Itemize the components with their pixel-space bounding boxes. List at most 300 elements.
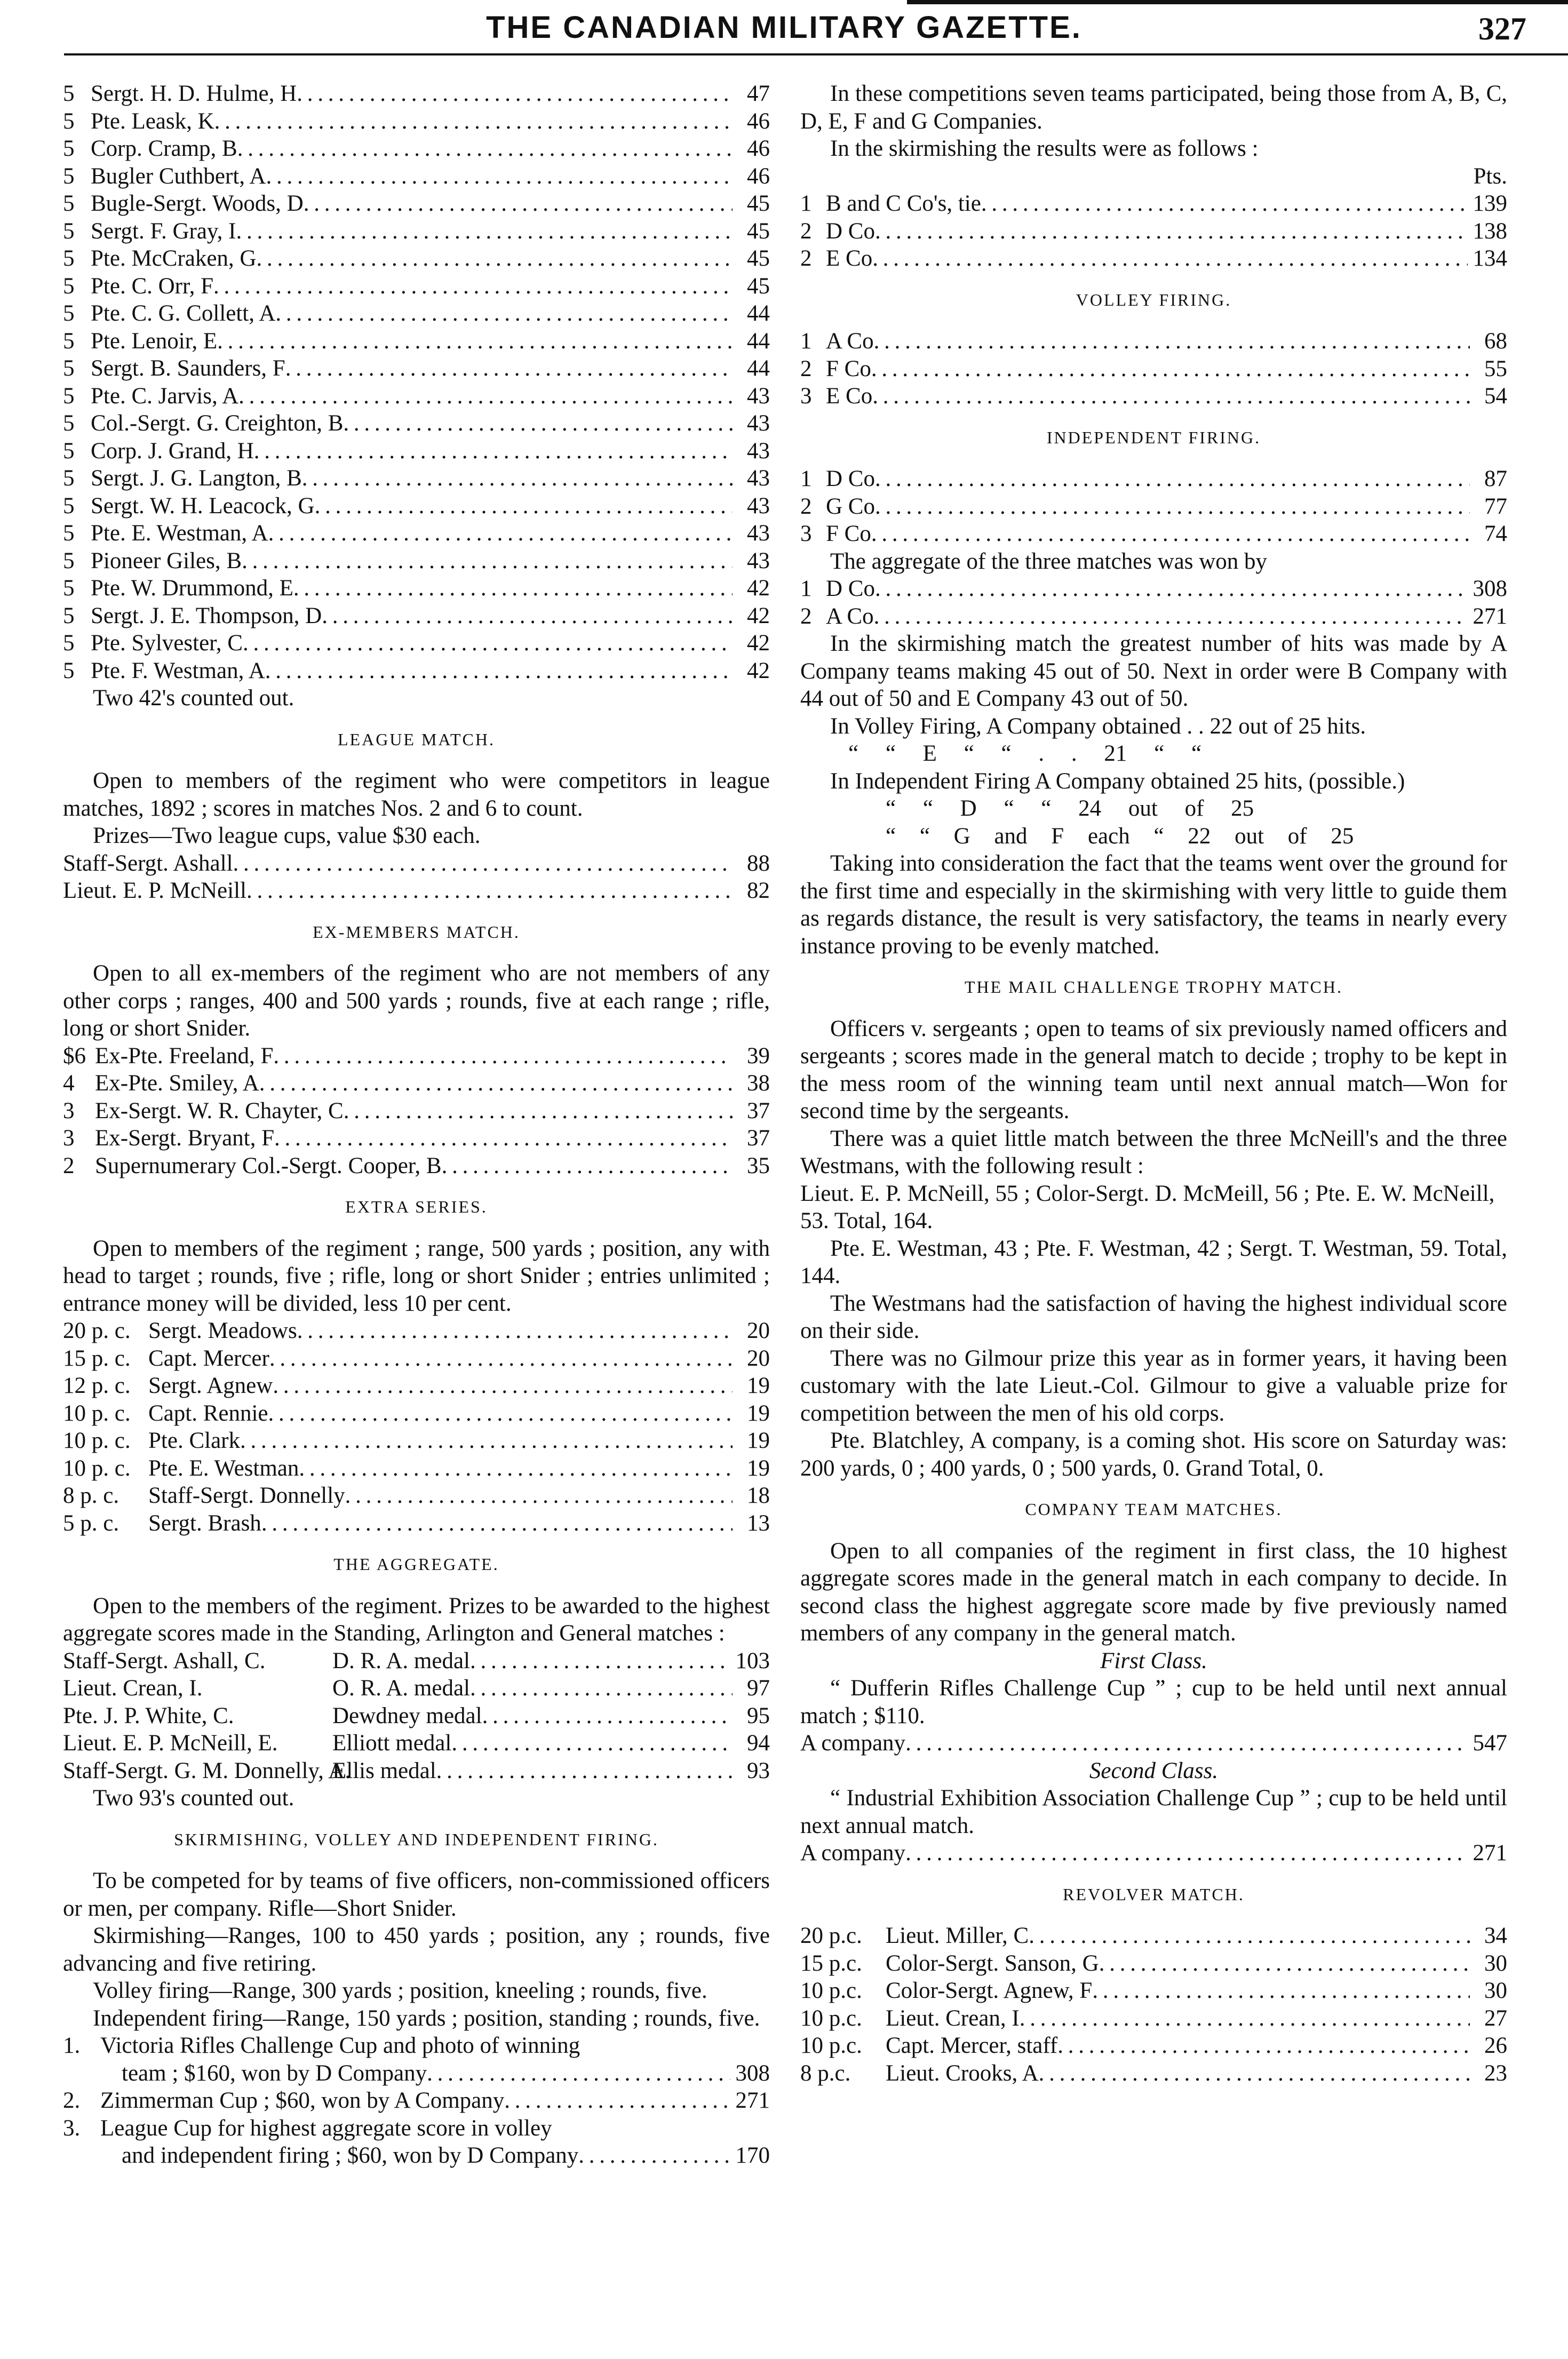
leader-dots [285,355,733,382]
independent-hits-2: “ “ D “ “ 24 out of 25 [886,796,1254,821]
place: 1 [800,329,812,354]
revolver-heading: REVOLVER MATCH. [1063,1884,1245,1904]
entry-name: Ex-Pte. Smiley, A [95,1071,259,1096]
shooter-row [63,355,770,382]
entry-score: 93 [747,1758,770,1783]
entry-score: 37 [747,1098,770,1123]
extra-row [63,1400,770,1428]
mail-trophy-heading: THE MAIL CHALLENGE TROPHY MATCH. [964,977,1343,997]
mcneill-text: There was a quiet little match between the three McNeill's and the three Westmans, with the following result : [800,1126,1507,1178]
cup-detail: team ; $160, won by D Company [122,2060,427,2086]
masthead-top-rule [907,0,1568,4]
leader-dots [246,877,733,905]
leader-dots [451,1730,733,1757]
cup-row [63,2060,770,2087]
entry-score: 139 [1473,191,1507,216]
shooter-row [63,520,770,547]
prize-percent: 15 p. c. [63,1345,131,1371]
shooter-row [63,245,770,273]
leader-dots [875,218,1468,245]
ex-member-row [63,1070,770,1097]
entry-name: Col.-Sergt. G. Creighton, B [91,411,344,436]
leader-dots [265,657,733,685]
extra-row [63,1317,770,1345]
entry-name: E Co [826,384,873,409]
independent-ranges: Independent firing—Range, 150 yards ; position, standing ; rounds, five. [93,2005,760,2031]
leader-dots [268,520,733,547]
place: 2 [800,246,812,271]
prize-amount: 5 [63,548,75,573]
aggregate-result-row [800,575,1507,603]
aggregate-result-row [800,603,1507,631]
revolver-row [800,2005,1507,2033]
extra-row [63,1455,770,1483]
prize-percent: 12 p. c. [63,1373,131,1398]
entry-score: 45 [747,273,770,299]
leader-dots [275,300,733,328]
leader-dots [259,1070,733,1097]
entry-score: 19 [747,1400,770,1426]
league-list [63,850,770,905]
leader-dots [297,1317,733,1345]
prize-percent: 10 p.c. [800,2005,862,2031]
shooter-row [63,575,770,602]
prize-percent: 8 p.c. [800,2060,851,2086]
revolver-row [800,2060,1507,2087]
leader-dots [261,1510,733,1537]
leader-dots [254,437,733,465]
cup-title: Victoria Rifles Challenge Cup and photo of winning [100,2033,580,2058]
volley-row [800,382,1507,410]
prize-amount: 5 [63,383,75,409]
entry-name: Ex-Pte. Freeland, F [95,1043,274,1069]
extra-list [63,1317,770,1537]
entry-score: 43 [747,493,770,519]
second-class-row [800,1839,1507,1867]
company-heading: COMPANY TEAM MATCHES. [1025,1500,1283,1519]
shooter-row [63,437,770,465]
ex-member-row [63,1097,770,1125]
leader-dots [427,2060,730,2087]
entry-name: Pte. McCraken, G [91,246,257,271]
entry-score: 39 [747,1043,770,1069]
cup-title: League Cup for highest aggregate score in volley [100,2115,552,2141]
volley-hits-2: “ “ E “ “ . . 21 “ “ [848,741,1202,766]
volley-row [800,355,1507,383]
entry-score: 47 [747,81,770,106]
prize-amount: $6 [63,1043,86,1069]
prize-amount: 5 [63,163,75,189]
league-heading: LEAGUE MATCH. [338,729,495,749]
entry-score: 46 [747,163,770,189]
extra-row [63,1510,770,1537]
prize-amount: 5 [63,218,75,244]
cup-line [63,2115,770,2142]
entry-score: 103 [735,1648,770,1673]
prize-amount: 5 [63,328,75,354]
leader-dots [237,135,733,163]
entry-score: 19 [747,1428,770,1453]
leader-dots [315,492,733,520]
entry-score: 68 [1484,329,1507,354]
ex-member-row [63,1042,770,1070]
hits-text: In the skirmishing match the greatest number of hits was made by A Company teams making 45 out of 50. Next in order were B Company with 44 out of 50 and E Company 43 out of 50. [800,631,1507,711]
entry-score: 44 [747,356,770,381]
mcneill-scores: Lieut. E. P. McNeill, 55 ; Color-Sergt. D. McMeill, 56 ; Pte. E. W. McNeill, 53. Total, 164. [800,1181,1495,1233]
entry-score: 43 [747,411,770,436]
entry-score: 42 [747,658,770,683]
cups-list [63,2032,770,2170]
entry-name: Color-Sergt. Sanson, G [886,1950,1099,1976]
entry-score: 42 [747,576,770,601]
revolver-list [800,1922,1507,2087]
aggregate-heading: THE AGGREGATE. [333,1555,499,1574]
shooter-row [63,410,770,437]
entry-score: 43 [747,383,770,409]
aggregate-row [63,1730,770,1757]
entry-score: 308 [1473,576,1507,601]
entry-name: Sergt. H. D. Hulme, H [91,81,297,106]
entry-score: 88 [747,850,770,876]
entry-score: 13 [747,1510,770,1536]
prize-amount: 5 [63,191,75,216]
independent-row [800,465,1507,493]
entry-score: 43 [747,521,770,546]
leader-dots [436,1757,733,1785]
leader-dots [578,2142,730,2170]
shooter-row [63,382,770,410]
entry-score: 44 [747,301,770,326]
leader-dots [1099,1950,1470,1978]
revolver-row [800,2032,1507,2060]
extra-row [63,1482,770,1510]
shooter-row [63,218,770,245]
leader-dots [297,80,733,108]
leader-dots [1039,2060,1470,2087]
skirmishing-results-intro: In the skirmishing the results were as follows : [830,136,1259,161]
leader-dots [236,218,733,245]
extra-row [63,1345,770,1373]
entry-name: D Co [826,576,875,601]
shooters-list [63,80,770,684]
entry-name: Corp. Cramp, B [91,136,237,161]
entry-score: 19 [747,1455,770,1481]
leader-dots [269,1345,733,1373]
entry-score: 44 [747,328,770,354]
entry-name: G Co [826,493,875,519]
entry-name: Pte. C. Orr, F [91,273,214,299]
entry-name: Sergt. W. H. Leacock, G [91,493,315,519]
medal-name: Dewdney medal [332,1703,482,1728]
entry-score: 95 [747,1703,770,1728]
leader-dots [875,575,1468,603]
place: 1 [800,191,812,216]
leader-dots [504,2087,730,2115]
place: 3 [800,521,812,546]
entry-name: Lieut. Crooks, A [886,2060,1039,2086]
entry-name: Pte. W. Drummond, E [91,576,293,601]
prize-percent: 10 p.c. [800,1978,862,2003]
pts-label: Pts. [1473,163,1507,189]
entry-name: Supernumerary Col.-Sergt. Cooper, B [95,1153,442,1178]
shooter-row [63,273,770,300]
leader-dots [240,1427,733,1455]
leader-dots [875,465,1470,493]
volley-row [800,328,1507,355]
westman-scores: Pte. E. Westman, 43 ; Pte. F. Westman, 42 ; Sergt. T. Westman, 59. Total, 144. [800,1236,1507,1288]
company-text: Open to all companies of the regiment in first class, the 10 highest aggregate scores made in the general match in each company to decide. In second class the highest aggregate score made by five previously named members of any company in the general match. [800,1538,1507,1646]
entry-name: Staff-Sergt. Ashall, C. [63,1648,266,1673]
leader-dots [482,1702,733,1730]
revolver-row [800,1950,1507,1978]
prize-amount: 4 [63,1071,75,1096]
masthead [0,0,1568,59]
entry-score: 46 [747,108,770,134]
shooter-row [63,657,770,685]
entry-score: 45 [747,246,770,271]
leader-dots [470,1647,730,1675]
league-prizes: Prizes—Two league cups, value $30 each. [93,823,481,848]
prize-amount: 5 [63,411,75,436]
entry-score: 138 [1473,218,1507,244]
entry-score: 74 [1484,521,1507,546]
prize-percent: 20 p. c. [63,1318,131,1343]
extra-row [63,1427,770,1455]
skirmishing-text: To be competed for by teams of five officers, non-commissioned officers or men, per company. Rifle—Short Snider. [63,1868,770,1921]
shooter-row [63,300,770,328]
entry-name: Sergt. Agnew [148,1373,273,1398]
entry-name: Lieut. Crean, I. [63,1676,203,1701]
revolver-row [800,1977,1507,2005]
skirmishing-row [800,245,1507,273]
prize-amount: 5 [63,603,75,628]
prize-amount: 3 [63,1126,75,1151]
entry-score: 43 [747,548,770,573]
leader-dots [1020,2005,1470,2033]
shooters-note: Two 42's counted out. [93,686,295,711]
shooter-row [63,328,770,355]
entry-score: 42 [747,631,770,656]
independent-hits-1: In Independent Firing A Company obtained 25 hits, (possible.) [830,768,1405,794]
leader-dots [273,1372,733,1400]
entry-name: Pte. Sylvester, C [91,631,243,656]
leader-dots [257,245,733,273]
leader-dots [299,1455,733,1483]
entry-score: 46 [747,136,770,161]
skirmishing-heading: SKIRMISHING, VOLLEY AND INDEPENDENT FIRING. [174,1829,659,1849]
leader-dots [872,245,1467,273]
entry-score: 134 [1473,246,1507,271]
shooter-row [63,492,770,520]
westman-note: The Westmans had the satisfaction of having the highest individual score on their side. [800,1290,1507,1343]
leader-dots [242,547,733,575]
entry-name: Pte. C. Jarvis, A [91,383,239,409]
leader-dots [872,382,1470,410]
entry-name: Ex-Sergt. Bryant, F [95,1126,275,1151]
entry-name: Bugle-Sergt. Woods, D [91,191,304,216]
entry-name: D Co [826,466,875,491]
cup-number: 3. [63,2115,81,2141]
aggregate-results [800,575,1507,630]
entry-score: 45 [747,191,770,216]
ex-members-list [63,1042,770,1180]
entry-name: A Co [826,329,874,354]
leader-dots [1092,1977,1470,2005]
place: 3 [800,384,812,409]
entry-score: 20 [747,1345,770,1371]
entry-score: 43 [747,466,770,491]
aggregate-row [63,1757,770,1785]
entry-name: A Co [826,603,874,629]
entry-name: Sergt. J. G. Langton, B [91,466,302,491]
leader-dots [268,1400,733,1428]
entry-name: Sergt. Meadows [148,1318,297,1343]
masthead-rule [64,53,1568,55]
entry-name: Bugler Cuthbert, A [91,163,266,189]
leader-dots [871,355,1470,383]
entry-score: 30 [1484,1978,1507,2003]
volley-ranges: Volley firing—Range, 300 yards ; position, kneeling ; rounds, five. [93,1978,707,2003]
leader-dots [238,382,733,410]
entry-score: 35 [747,1153,770,1178]
leader-dots [874,603,1468,631]
independent-results [800,465,1507,548]
entry-score: 18 [747,1483,770,1508]
entry-name: Staff-Sergt. Ashall [63,850,233,876]
prize-amount: 5 [63,356,75,381]
leader-dots [243,629,733,657]
entry-name: Capt. Mercer [148,1345,269,1371]
league-row [63,850,770,878]
entry-name: Pte. E. Westman, A [91,521,268,546]
place: 2 [800,493,812,519]
cup-row [63,2142,770,2170]
cup-detail: and independent firing ; $60, won by D Company [122,2143,579,2168]
entry-score: 34 [1484,1923,1507,1948]
extra-heading: EXTRA SERIES. [345,1197,488,1216]
gilmour-text: There was no Gilmour prize this year as in former years, it having been customary with the late Lieut.-Col. Gilmour to give a valuable prize for competition between the men of his old corps. [800,1345,1507,1426]
leader-dots [302,465,733,492]
prize-amount: 5 [63,136,75,161]
leader-dots [470,1675,733,1702]
leader-dots [304,190,733,218]
league-text: Open to members of the regiment who were competitors in league matches, 1892 ; scores in matches Nos. 2 and 6 to count. [63,768,770,821]
page-number: 327 [1478,11,1526,46]
leader-dots [981,190,1468,218]
place: 1 [800,466,812,491]
shooter-row [63,163,770,190]
prize-percent: 8 p. c. [63,1483,120,1508]
prize-amount: 5 [63,493,75,519]
entry-name: Pte. C. G. Collett, A [91,301,276,326]
entry-name: Capt. Mercer, staff [886,2033,1058,2058]
entry-name: Sergt. B. Saunders, F [91,356,285,381]
skirmishing-row [800,218,1507,245]
entry-score: 26 [1484,2033,1507,2058]
entry-name: Pte. F. Westman, A [91,658,265,683]
cup-line [63,2032,770,2060]
leader-dots [214,108,733,136]
aggregate-text: Open to the members of the regiment. Prizes to be awarded to the highest aggregate scores made in the Standing, Arlington and General matches : [63,1593,770,1646]
prize-percent: 10 p. c. [63,1455,131,1481]
entry-score: 42 [747,603,770,628]
independent-heading: INDEPENDENT FIRING. [1046,427,1261,447]
prize-percent: 15 p.c. [800,1950,862,1976]
first-class-label: First Class. [1100,1648,1207,1673]
cup-score: 170 [735,2143,770,2168]
entry-score: 23 [1484,2060,1507,2086]
prize-amount: 5 [63,108,75,134]
entry-name: Sergt. Brash [148,1510,261,1536]
aggregate-row [63,1702,770,1730]
extra-row [63,1372,770,1400]
left-column [63,80,770,2170]
shooter-row [63,602,770,630]
place: 1 [800,576,812,601]
aggregate-winner-text: The aggregate of the three matches was won by [830,548,1268,574]
entry-score: 54 [1484,384,1507,409]
medal-name: O. R. A. medal [332,1676,470,1701]
shooter-row [63,629,770,657]
entry-score: 20 [747,1318,770,1343]
entry-score: 87 [1484,466,1507,491]
league-row [63,877,770,905]
entry-name: Pte. Lenoir, E [91,328,218,354]
entry-score: 43 [747,438,770,464]
entry-name: F Co [826,521,871,546]
entry-score: 30 [1484,1950,1507,1976]
prize-amount: 5 [63,438,75,464]
aggregate-note: Two 93's counted out. [93,1786,295,1811]
leader-dots [344,1097,733,1125]
place: 2 [800,603,812,629]
industrial-text: “ Industrial Exhibition Association Challenge Cup ” ; cup to be held until next annual match. [800,1786,1507,1838]
leader-dots [871,520,1470,548]
first-class-score: 547 [1473,1731,1507,1756]
leader-dots [442,1152,733,1180]
leader-dots [217,328,733,355]
cup-score: 271 [735,2088,770,2113]
prize-amount: 5 [63,273,75,299]
cup-number: 2. [63,2088,81,2113]
shooter-row [63,190,770,218]
entry-name: Color-Sergt. Agnew, F [886,1978,1093,2003]
entry-name: Lieut. Miller, C [886,1923,1029,1948]
skirmishing-results [800,190,1507,273]
ex-members-text: Open to all ex-members of the regiment who are not members of any other corps ; ranges, 400 and 500 yards ; rounds, five at each range ; rifle, long or short Snider. [63,961,770,1041]
entry-name: Staff-Sergt. Donnelly [148,1483,345,1508]
skirmishing-ranges: Skirmishing—Ranges, 100 to 450 yards ; position, any ; rounds, five advancing and five retiring. [63,1923,770,1976]
second-class-label: Second Class. [1089,1758,1219,1783]
prize-amount: 5 [63,521,75,546]
entry-name: D Co [826,218,875,244]
intro-text: In these competitions seven teams participated, being those from A, B, C, D, E, F and G Companies. [800,81,1507,134]
shooter-row [63,80,770,108]
entry-score: 97 [747,1676,770,1701]
ex-member-row [63,1152,770,1180]
aggregate-row [63,1675,770,1702]
entry-score: 19 [747,1373,770,1398]
prize-percent: 10 p. c. [63,1400,131,1426]
leader-dots [345,1482,733,1510]
medal-name: D. R. A. medal [332,1648,470,1673]
shooter-row [63,465,770,492]
ex-member-row [63,1125,770,1152]
volley-results [800,328,1507,410]
leader-dots [343,410,733,437]
prize-amount: 5 [63,301,75,326]
leader-dots [1029,1922,1470,1950]
